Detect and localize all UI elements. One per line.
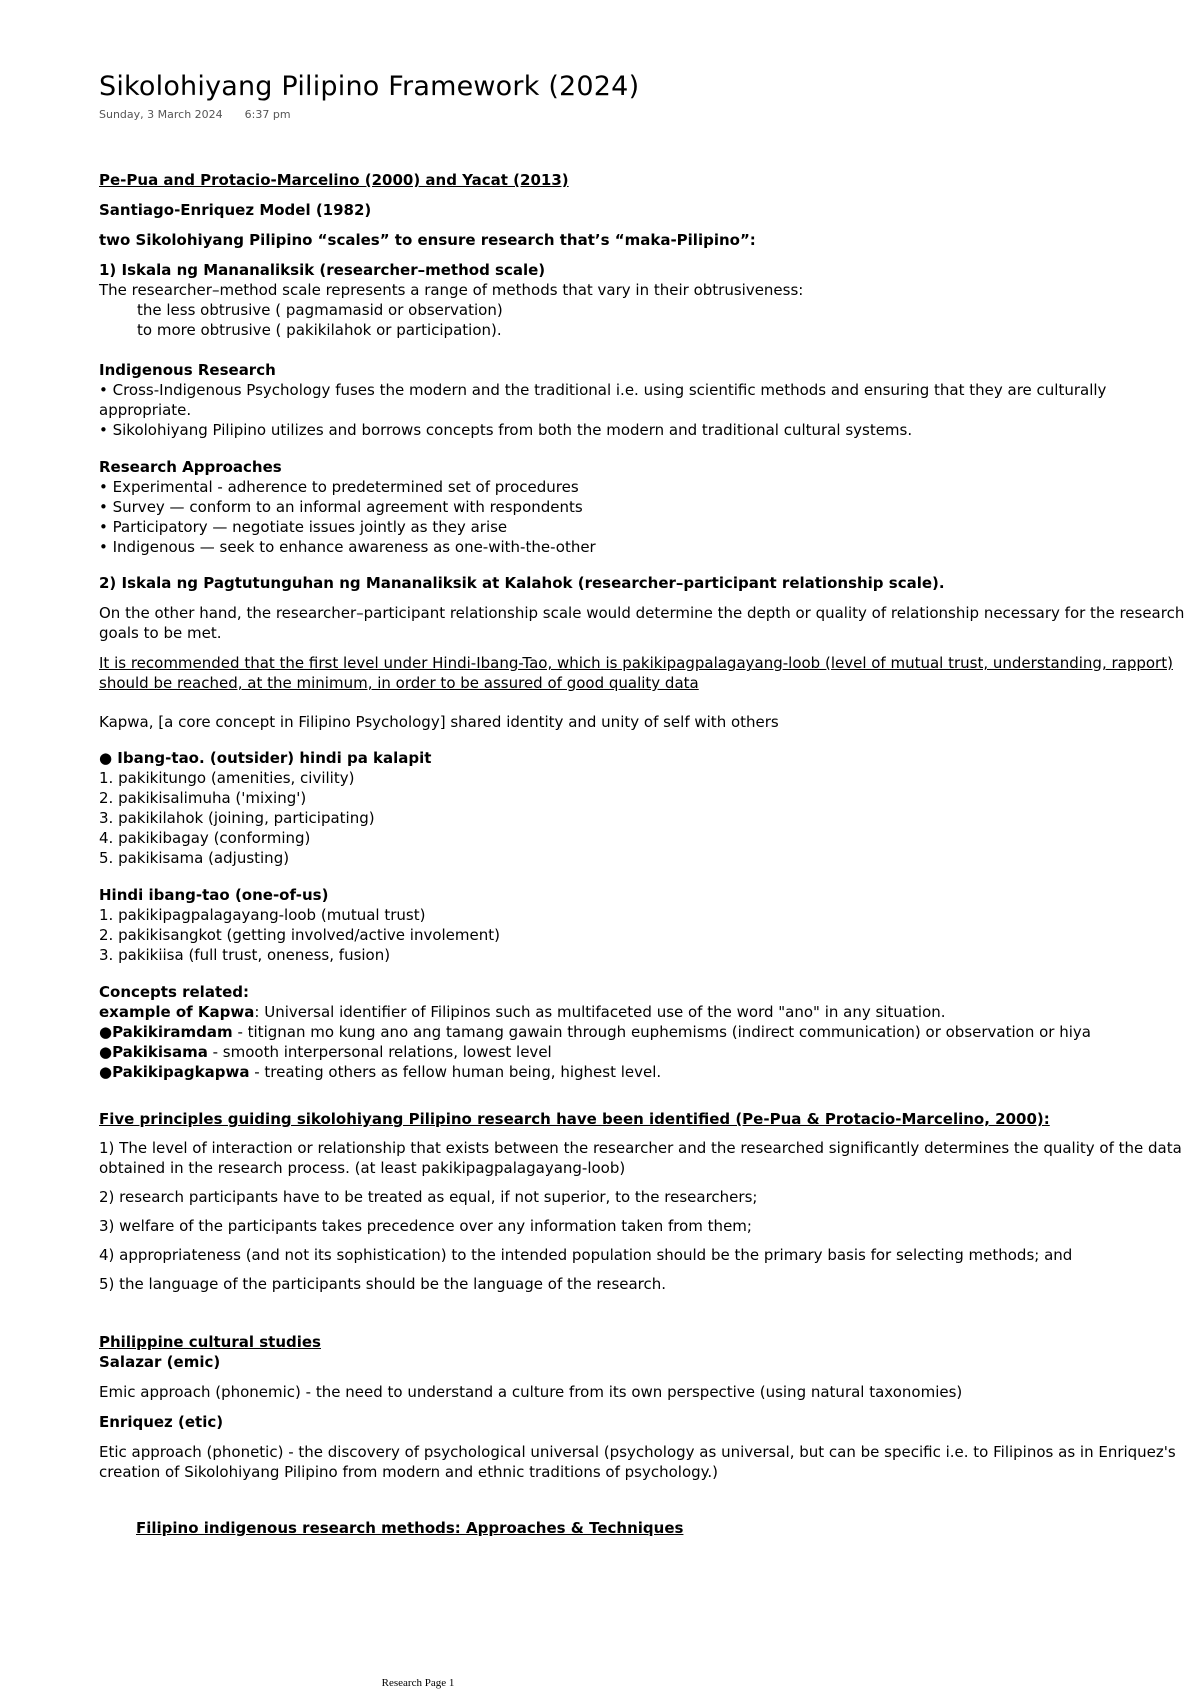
- concept-text: : Universal identifier of Filipinos such as multifaceted use of the word "ano" in any situation.: [254, 1003, 946, 1021]
- scale2-recommendation: It is recommended that the first level under Hindi-Ibang-Tao, which is pakikipagpalagayang-loob (level of mutual trust, understanding, rapport) should be reached, at the minimum, in order to be assured of good quality data: [99, 654, 1173, 692]
- principle-item: 3) welfare of the participants takes precedence over any information taken from them;: [99, 1217, 752, 1235]
- scale1-less: the less obtrusive ( pagmamasid or observation): [137, 301, 503, 319]
- salazar-heading: Salazar (emic): [99, 1353, 221, 1371]
- etic-approach: Etic approach (phonetic) - the discovery of psychological universal (psychology as universal, but can be specific i.e. to Filipinos as in Enriquez's creation of Sikolohiyang Pilipino from modern and ethnic traditions of psychology.): [99, 1443, 1176, 1481]
- principle-item: 4) appropriateness (and not its sophistication) to the intended population should be the primary basis for selecting methods; and: [99, 1246, 1073, 1264]
- enriquez-heading: Enriquez (etic): [99, 1413, 224, 1431]
- concept-label: ●Pakikiramdam: [99, 1023, 233, 1041]
- page-title: Sikolohiyang Pilipino Framework (2024): [99, 71, 640, 102]
- scale2-title: 2) Iskala ng Pagtutunguhan ng Mananaliksik at Kalahok (researcher–participant relationship scale).: [99, 574, 945, 592]
- ibang-tao-item: 2. pakikisalimuha ('mixing'): [99, 789, 307, 807]
- approaches-heading: Research Approaches: [99, 458, 282, 476]
- approach-item: • Indigenous — seek to enhance awareness as one-with-the-other: [99, 538, 596, 556]
- kapwa-definition: Kapwa, [a core concept in Filipino Psychology] shared identity and unity of self with others: [99, 713, 779, 731]
- concept-text: - treating others as fellow human being, highest level.: [249, 1063, 662, 1081]
- ibang-tao-item: 1. pakikitungo (amenities, civility): [99, 769, 355, 787]
- principle-item: 1) The level of interaction or relationship that exists between the researcher and the researched significantly determines the quality of the data obtained in the research process. (at least pakikipagpalagayang-loob): [99, 1139, 1182, 1177]
- concept-kapwa-example: [99, 1002, 1189, 1022]
- concept-label: ●Pakikisama: [99, 1043, 208, 1061]
- page-time: 6:37 pm: [244, 108, 291, 121]
- model-heading: Santiago-Enriquez Model (1982): [99, 201, 372, 219]
- footer-label: Research Page 1: [381, 1677, 455, 1689]
- scale1-title: 1) Iskala ng Mananaliksik (researcher–method scale): [99, 261, 546, 279]
- principle-item: 5) the language of the participants should be the language of the research.: [99, 1275, 667, 1293]
- page-meta: [99, 108, 1189, 122]
- hindi-ibang-tao-heading: Hindi ibang-tao (one-of-us): [99, 886, 329, 904]
- indigenous-bullet-2: • Sikolohiyang Pilipino utilizes and borrows concepts from both the modern and traditional cultural systems.: [99, 421, 913, 439]
- document-page: [99, 70, 1189, 1538]
- ibang-tao-item: 4. pakikibagay (conforming): [99, 829, 311, 847]
- methods-heading: Filipino indigenous research methods: Approaches & Techniques: [136, 1519, 684, 1537]
- concept-pakikisama: [99, 1042, 1189, 1062]
- concept-pakikiramdam: [99, 1022, 1189, 1042]
- indigenous-bullet-1: • Cross-Indigenous Psychology fuses the modern and the traditional i.e. using scientific methods and ensuring that they are culturally appropriate.: [99, 381, 1107, 419]
- emic-approach: Emic approach (phonemic) - the need to understand a culture from its own perspective (using natural taxonomies): [99, 1383, 963, 1401]
- ibang-tao-item: 3. pakikilahok (joining, participating): [99, 809, 375, 827]
- principle-item: 2) research participants have to be treated as equal, if not superior, to the researchers;: [99, 1188, 758, 1206]
- scale1-more: to more obtrusive ( pakikilahok or participation).: [137, 321, 502, 339]
- ibang-tao-item: 5. pakikisama (adjusting): [99, 849, 290, 867]
- page-date: Sunday, 3 March 2024: [99, 108, 223, 121]
- ibang-tao-heading: ● Ibang-tao. (outsider) hindi pa kalapit: [99, 749, 432, 767]
- hindi-ibang-tao-item: 3. pakikiisa (full trust, oneness, fusion): [99, 946, 391, 964]
- hindi-ibang-tao-item: 2. pakikisangkot (getting involved/active involement): [99, 926, 500, 944]
- concept-label: ●Pakikipagkapwa: [99, 1063, 250, 1081]
- scale2-desc: On the other hand, the researcher–participant relationship scale would determine the depth or quality of relationship necessary for the research goals to be met.: [99, 604, 1185, 642]
- scale1-desc: The researcher–method scale represents a range of methods that vary in their obtrusiveness:: [99, 281, 804, 299]
- hindi-ibang-tao-item: 1. pakikipagpalagayang-loob (mutual trust): [99, 906, 426, 924]
- concepts-heading: Concepts related:: [99, 983, 250, 1001]
- cultural-studies-heading: Philippine cultural studies: [99, 1333, 321, 1351]
- scales-intro: two Sikolohiyang Pilipino “scales” to ensure research that’s “maka-Pilipino”:: [99, 231, 756, 249]
- approach-item: • Survey — conform to an informal agreement with respondents: [99, 498, 583, 516]
- section-heading-sources: Pe-Pua and Protacio-Marcelino (2000) and Yacat (2013): [99, 171, 569, 189]
- approach-item: • Experimental - adherence to predetermined set of procedures: [99, 478, 579, 496]
- concept-pakikipagkapwa: [99, 1062, 1189, 1082]
- indigenous-heading: Indigenous Research: [99, 361, 276, 379]
- page-footer: [0, 1673, 1200, 1693]
- concept-text: - smooth interpersonal relations, lowest level: [207, 1043, 552, 1061]
- concept-text: - titignan mo kung ano ang tamang gawain through euphemisms (indirect communication) or observation or hiya: [232, 1023, 1091, 1041]
- approach-item: • Participatory — negotiate issues jointly as they arise: [99, 518, 508, 536]
- principles-heading: Five principles guiding sikolohiyang Pilipino research have been identified (Pe-Pua & Protacio-Marcelino, 2000):: [99, 1110, 1050, 1128]
- concept-label: example of Kapwa: [99, 1003, 255, 1021]
